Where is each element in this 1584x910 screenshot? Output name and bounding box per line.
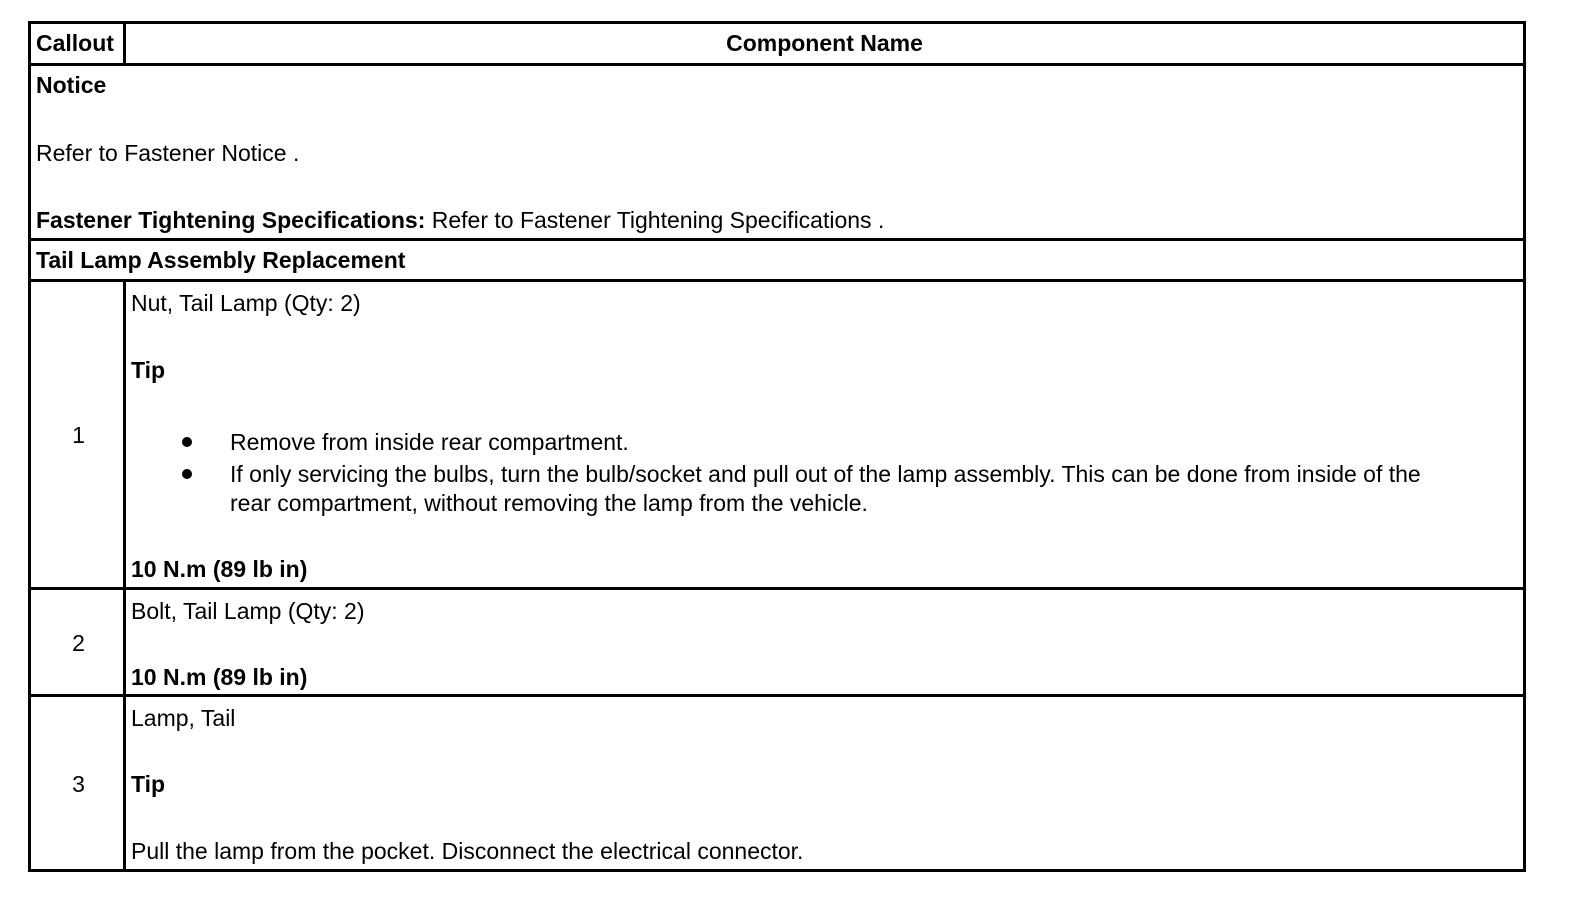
component-name: Bolt, Tail Lamp (Qty: 2) xyxy=(131,598,365,624)
tip-label: Tip xyxy=(131,357,166,383)
component-cell xyxy=(126,697,1523,869)
notice-title: Notice xyxy=(36,72,107,98)
bullet-icon xyxy=(182,437,192,447)
section-title-row xyxy=(31,241,1523,282)
callout-cell xyxy=(31,697,126,869)
component-name: Lamp, Tail xyxy=(131,705,236,731)
tip-label: Tip xyxy=(131,771,166,797)
notice-spec-text: Refer to Fastener Tightening Specifications . xyxy=(425,207,885,233)
notice-row xyxy=(31,66,1523,241)
torque-spec: 10 N.m (89 lb in) xyxy=(131,664,308,690)
header-callout-label: Callout xyxy=(36,30,114,56)
component-table xyxy=(28,21,1526,872)
component-cell xyxy=(126,282,1523,587)
notice-spec xyxy=(36,207,884,233)
component-name: Nut, Tail Lamp (Qty: 2) xyxy=(131,290,361,316)
table-row xyxy=(31,697,1523,869)
callout-cell xyxy=(31,590,126,694)
notice-line: Refer to Fastener Notice . xyxy=(36,140,300,166)
header-component-label: Component Name xyxy=(726,30,923,56)
torque-spec: 10 N.m (89 lb in) xyxy=(131,556,308,582)
instruction-text: Pull the lamp from the pocket. Disconnect the electrical connector. xyxy=(131,838,804,864)
notice-spec-label: Fastener Tightening Specifications: xyxy=(36,207,426,233)
table-row xyxy=(31,282,1523,590)
bullet-text-continued: rear compartment, without removing the lamp from the vehicle. xyxy=(230,490,868,516)
bullet-text: If only servicing the bulbs, turn the bulb/socket and pull out of the lamp assembly. This can be done from inside of the xyxy=(230,461,1421,487)
section-title: Tail Lamp Assembly Replacement xyxy=(36,247,406,273)
table-header-row xyxy=(31,24,1523,66)
table-row xyxy=(31,590,1523,697)
callout-number: 2 xyxy=(72,630,85,656)
callout-cell xyxy=(31,282,126,587)
header-component-cell xyxy=(126,24,1523,63)
header-callout-cell xyxy=(31,24,126,63)
bullet-icon xyxy=(182,469,192,479)
bullet-text: Remove from inside rear compartment. xyxy=(230,429,629,455)
callout-number: 3 xyxy=(72,771,85,797)
component-cell xyxy=(126,590,1523,694)
callout-number: 1 xyxy=(72,422,85,448)
